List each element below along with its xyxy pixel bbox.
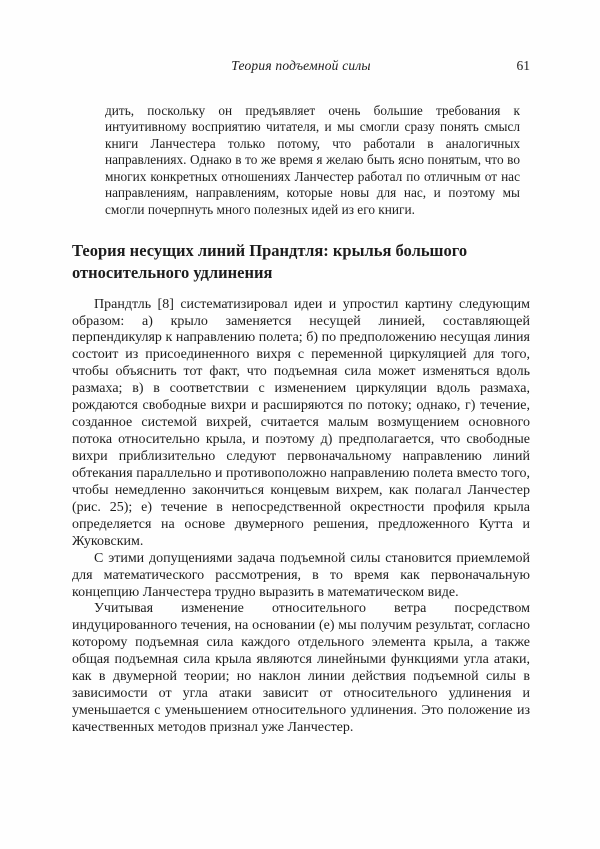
- body-paragraph: С этими допущениями задача подъемной силы становится приемлемой для математического рассмотрения, в то время как первоначальную концепцию Ланчестера трудно выразить в математическом виде.: [72, 550, 530, 600]
- body-paragraph: Прандтль [8] систематизировал идеи и упростил картину следующим образом: а) крыло заменяется несущей линией, составляющей перпендикуляр к направлению полета; б) по предположению несущая линия состоит из присоединенного вихря с переменной циркуляцией для того, чтобы объяснить тот факт, что подъемная сила может изменяться вдоль размаха; в) в соответствии с изменением циркуляции вдоль размаха, рождаются свободные вихри и расширяются по потоку; однако, г) течение, созданное системой вихрей, считается малым возмущением основного потока относительно крыла, и поэтому д) предполагается, что свободные вихри приблизительно следуют первоначальному направлению линий обтекания параллельно и противоположно направлению полета вместо того, чтобы немедленно закончиться концевым вихрем, как полагал Ланчестер (рис. 25); е) течение в непосредственной окрестности профиля крыла определяется на основе двумерного решения, предложенного Кутта и Жуковским.: [72, 296, 530, 549]
- running-title: Теория подъемной силы: [231, 58, 371, 73]
- body-paragraph: Учитывая изменение относительного ветра посредством индуцированного течения, на основании (е) мы получим результат, согласно которому подъемная сила каждого отдельного элемента крыла, а также общая подъемная сила крыла являются линейными функциями угла атаки, как в двумерной теории; но наклон линии действия подъемной силы в зависимости от угла атаки зависит от относительного удлинения и уменьшается с уменьшением относительного удлинения. Это положение из качественных методов признал уже Ланчестер.: [72, 601, 530, 736]
- page-number: 61: [516, 58, 530, 73]
- quote-paragraph: дить, поскольку он предъявляет очень большие требования к интуитивному восприятию читателя, и мы смогли сразу понять смысл книги Ланчестера только потому, что работали в аналогичных направлениях. Однако в то же время я желаю быть ясно понятым, что во многих конкретных отношениях Ланчестер работал по отличным от нас направлениям, направлениям, которые новы для нас, и поэтому мы смогли почерпнуть много полезных идей из его книги.: [105, 103, 520, 217]
- page-header: [72, 58, 530, 75]
- section-heading: Теория несущих линий Прандтля: крылья большого относительного удлинения: [72, 241, 468, 282]
